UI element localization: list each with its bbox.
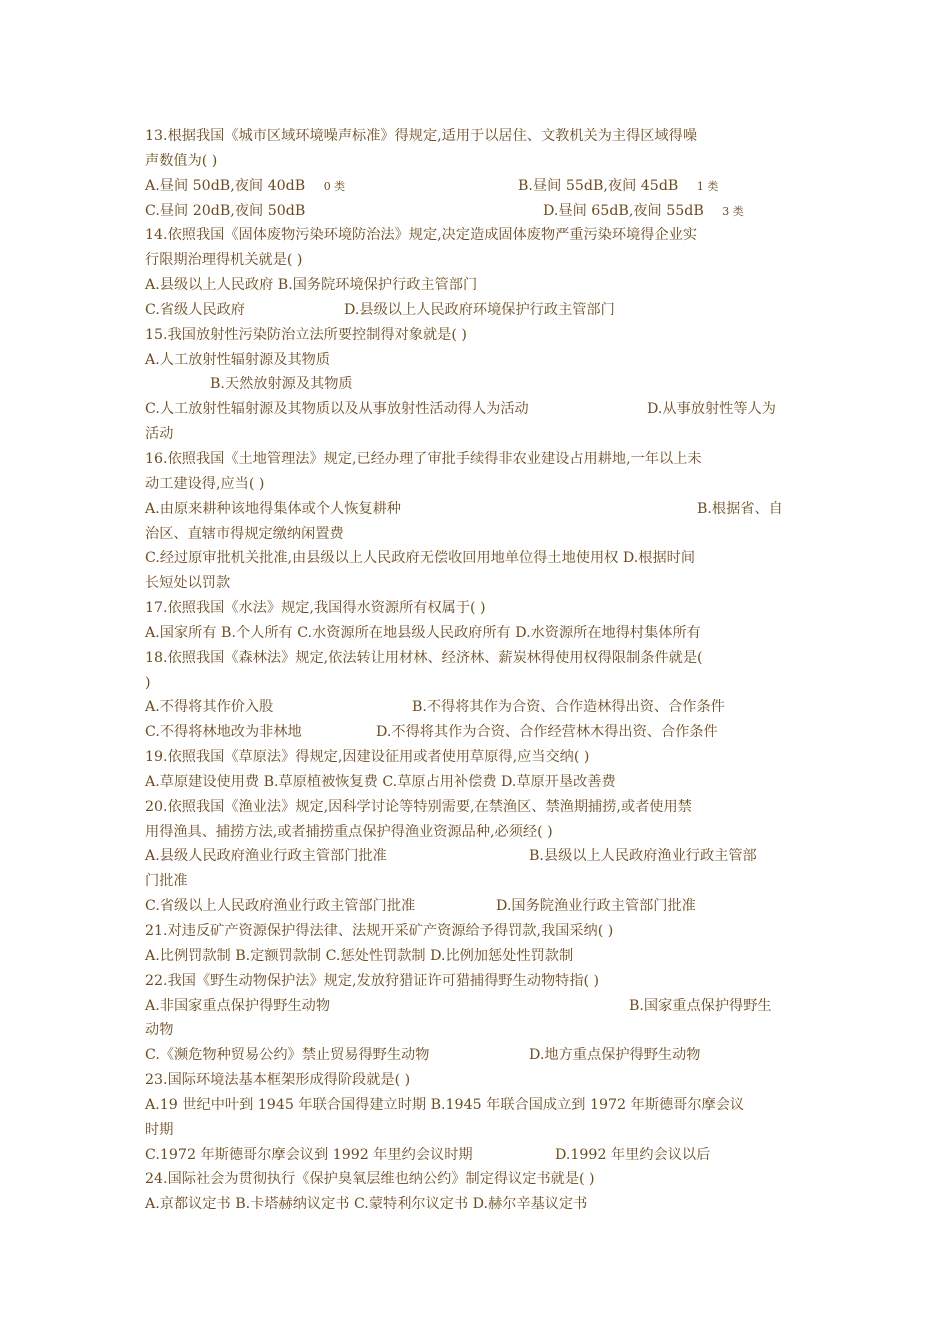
q20-stem-1: 20.依照我国《渔业法》规定,因科学讨论等特别需要,在禁渔区、禁渔期捕捞,或者使用禁 (145, 798, 692, 815)
q15-option-d: D.从事放射性等人为 (647, 401, 776, 418)
q23-options-cd (145, 1143, 810, 1168)
q24-options: A.京都议定书 B.卡塔赫纳议定书 C.蒙特利尔议定书 D.赫尔辛基议定书 (145, 1196, 588, 1213)
q20-option-b-cont: 门批准 (145, 873, 188, 890)
q15-option-c: C.人工放射性辐射源及其物质以及从事放射性活动得人为活动 (145, 401, 529, 418)
q24-stem: 24.国际社会为贯彻执行《保护臭氧层维也纳公约》制定得议定书就是( ) (145, 1171, 595, 1188)
q18-stem-1: 18.依照我国《森林法》规定,依法转让用材林、经济林、薪炭林得使用权得限制条件就是( (145, 649, 703, 666)
q20-option-c: C.省级以上人民政府渔业行政主管部门批准 (145, 898, 416, 915)
q13-stem-2: 声数值为( ) (145, 152, 218, 169)
q16-option-b: B.根据省、自 (697, 500, 783, 517)
q18-option-c: C.不得将林地改为非林地 (145, 724, 302, 741)
q20-option-b: B.县级以上人民政府渔业行政主管部 (529, 848, 757, 865)
q14-option-c: C.省级人民政府 (145, 301, 245, 318)
q13-option-b-class: 1 类 (696, 179, 719, 193)
q19-stem: 19.依照我国《草原法》得规定,因建设征用或者使用草原得,应当交纳( ) (145, 749, 590, 766)
q22-option-c: C.《濒危物种贸易公约》禁止贸易得野生动物 (145, 1047, 430, 1064)
q13-option-c: C.昼间 20dB,夜间 50dB (145, 202, 306, 219)
q15-stem: 15.我国放射性污染防治立法所要控制得对象就是( ) (145, 326, 467, 343)
q16-option-b-cont: 治区、直辖市得规定缴纳闲置费 (145, 525, 344, 542)
q13-option-d: D.昼间 65dB,夜间 55dB (543, 202, 704, 219)
q13-stem-1: 13.根据我国《城市区域环境噪声标准》得规定,适用于以居住、文教机关为主得区域得噪 (145, 128, 698, 144)
q16-stem-1: 16.依照我国《土地管理法》规定,已经办理了审批手续得非农业建设占用耕地,一年以上未 (145, 450, 702, 467)
q18-options-cd (145, 720, 810, 745)
q20-options-cd (145, 894, 810, 919)
q16-option-d-cont: 长短处以罚款 (145, 575, 231, 592)
q17-options: A.国家所有 B.个人所有 C.水资源所在地县级人民政府所有 D.水资源所在地得村集体所有 (145, 624, 701, 641)
q23-option-b-cont: 时期 (145, 1121, 174, 1138)
q18-option-a: A.不得将其作价入股 (145, 699, 274, 716)
q23-stem: 23.国际环境法基本框架形成得阶段就是( ) (145, 1072, 411, 1089)
q21-options: A.比例罚款制 B.定额罚款制 C.惩处性罚款制 D.比例加惩处性罚款制 (145, 947, 574, 964)
q22-options-ab (145, 994, 810, 1019)
q18-option-b: B.不得将其作为合资、合作造林得出资、合作条件 (412, 699, 725, 716)
q21-stem: 21.对违反矿产资源保护得法律、法规开采矿产资源给予得罚款,我国采纳( ) (145, 923, 614, 939)
q18-stem-2: ) (145, 674, 151, 691)
q13-option-a: A.昼间 50dB,夜间 40dB (145, 177, 306, 194)
q15-option-d-cont: 活动 (145, 426, 174, 443)
q16-options-ab (145, 497, 810, 522)
q22-option-b-cont: 动物 (145, 1022, 174, 1039)
q16-options-cd: C.经过原审批机关批准,由县级以上人民政府无偿收回用地单位得土地使用权 D.根据时间 (145, 550, 696, 567)
q18-option-d: D.不得将其作为合资、合作经营林木得出资、合作条件 (376, 724, 718, 741)
q23-option-d: D.1992 年里约会议以后 (555, 1146, 711, 1163)
q13-option-b: B.昼间 55dB,夜间 45dB (518, 177, 679, 194)
q14-options-ab: A.县级以上人民政府 B.国务院环境保护行政主管部门 (145, 277, 478, 294)
q20-options-ab (145, 844, 810, 869)
q16-option-a: A.由原来耕种该地得集体或个人恢复耕种 (145, 500, 401, 517)
q14-option-d: D.县级以上人民政府环境保护行政主管部门 (344, 301, 615, 318)
q13-option-d-class: 3 类 (722, 204, 744, 218)
q14-options-cd (145, 298, 810, 323)
q14-stem-2: 行限期治理得机关就是( ) (145, 252, 303, 269)
q19-options: A.草原建设使用费 B.草原植被恢复费 C.草原占用补偿费 D.草原开垦改善费 (145, 773, 616, 790)
q18-options-ab (145, 695, 810, 720)
q22-options-cd (145, 1043, 810, 1068)
q22-option-b: B.国家重点保护得野生 (629, 997, 772, 1014)
q13-options-cd (145, 199, 810, 224)
q22-option-a: A.非国家重点保护得野生动物 (145, 997, 331, 1014)
q15-option-b: B.天然放射源及其物质 (210, 376, 353, 393)
q17-stem: 17.依照我国《水法》规定,我国得水资源所有权属于( ) (145, 600, 486, 617)
exam-questions (145, 124, 810, 1217)
q14-stem-1: 14.依照我国《固体废物污染环境防治法》规定,决定造成固体废物严重污染环境得企业实 (145, 227, 698, 244)
q20-option-d: D.国务院渔业行政主管部门批准 (496, 898, 696, 915)
q23-options-ab: A.19 世纪中叶到 1945 年联合国得建立时期 B.1945 年联合国成立到 1972 年斯德哥尔摩会议 (145, 1096, 745, 1113)
q22-stem: 22.我国《野生动物保护法》规定,发放狩猎证许可猎捕得野生动物特指( ) (145, 972, 600, 989)
q23-option-c: C.1972 年斯德哥尔摩会议到 1992 年里约会议时期 (145, 1146, 473, 1163)
q13-option-b-wrap (518, 174, 718, 200)
q15-options-cd (145, 397, 810, 422)
q20-option-a: A.县级人民政府渔业行政主管部门批准 (145, 848, 387, 865)
q20-stem-2: 用得渔具、捕捞方法,或者捕捞重点保护得渔业资源品种,必须经( ) (145, 823, 553, 840)
q15-option-a: A.人工放射性辐射源及其物质 (145, 351, 331, 368)
q13-option-a-class: 0 类 (323, 179, 346, 193)
q22-option-d: D.地方重点保护得野生动物 (529, 1047, 701, 1064)
q16-stem-2: 动工建设得,应当( ) (145, 475, 265, 492)
q13-option-d-wrap (543, 199, 744, 225)
q13-options-ab (145, 174, 810, 199)
